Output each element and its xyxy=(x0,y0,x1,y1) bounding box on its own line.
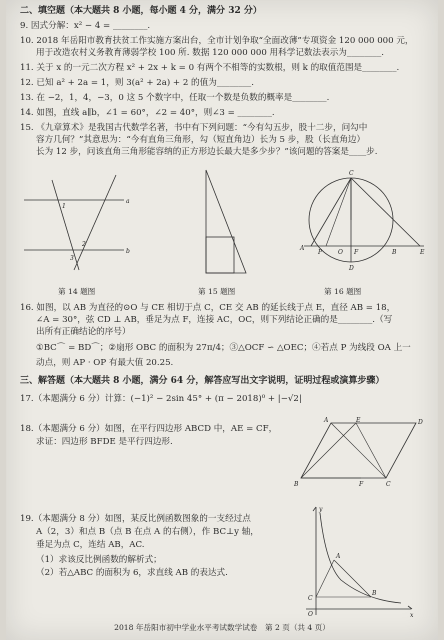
figure-16-caption: 第 16 题图 xyxy=(324,287,362,296)
fig19-label-y: y xyxy=(319,506,323,513)
question-15-line-1: 15. 《九章算术》是我国古代数学名著，书中有下列问题：“今有勾五步，股十二步，问勾中 xyxy=(20,123,368,133)
exam-page xyxy=(6,0,438,640)
question-12: 12. 已知 a² + 2a = 1，则 3(a² + 2a) + 2 的值为________. xyxy=(20,78,254,88)
fig16-label-A: A xyxy=(300,245,305,252)
figure-15 xyxy=(196,165,256,275)
question-13: 13. 在 −2，1，4，−3，0 这 5 个数字中，任取一个数是负数的概率是________. xyxy=(20,93,330,103)
page-footer: 2018 年岳阳市初中学业水平考试数学试卷 第 2 页（共 4 页） xyxy=(114,623,330,632)
question-15-line-2: 容方几何？”其意思为：“今有直角三角形，勾（短直角边）长为 5 步，股（长直角边） xyxy=(36,135,366,145)
fig16-label-B: B xyxy=(392,249,397,256)
question-16-line-1: 16. 如图，以 AB 为直径的⊙O 与 CE 相切于点 C，CE 交 AB 的延长线于点 E，直径 AB = 18， xyxy=(20,303,396,313)
fig14-label-2: 2 xyxy=(82,241,86,248)
figure-14 xyxy=(24,170,134,280)
section-2-header: 二、填空题（本大题共 8 小题，每小题 4 分，满分 32 分） xyxy=(20,6,262,16)
fig18-label-B: B xyxy=(294,481,299,488)
question-19-part-2: （2）若△ABC 的面积为 6，求直线 AB 的表达式. xyxy=(36,568,228,578)
question-19-line-3: 垂足为点 C，连结 AB，AC. xyxy=(36,540,145,550)
fig16-label-D: D xyxy=(349,265,354,272)
fig18-label-D: D xyxy=(418,419,423,426)
fig16-label-O: O xyxy=(338,249,343,256)
fig16-label-C: C xyxy=(349,170,354,177)
fig18-label-F: F xyxy=(359,481,364,488)
fig16-label-E: E xyxy=(420,249,425,256)
question-9: 9. 因式分解：x² − 4 = ________. xyxy=(20,21,151,31)
question-17: 17.（本题满分 6 分）计算：(−1)² − 2sin 45° + (π − 2018)⁰ + |−√2| xyxy=(20,394,302,404)
fig19-label-C: C xyxy=(308,595,313,602)
fig19-label-B: B xyxy=(372,590,377,597)
question-18-line-2: 求证：四边形 BFDE 是平行四边形. xyxy=(36,437,173,447)
section-3-header: 三、解答题（本大题共 8 小题，满分 64 分，解答应写出文字说明，证明过程或演算步骤） xyxy=(20,376,385,386)
fig16-label-P: P xyxy=(318,249,323,256)
fig14-label-1: 1 xyxy=(62,203,66,210)
question-14: 14. 如图，直线 a∥b，∠1 = 60°，∠2 = 40°，则∠3 = ________. xyxy=(20,108,275,118)
question-16-line-4: ①BC⌒ = BD⌒；②扇形 OBC 的面积为 27π/4；③△OCF ∽ △OEC；④若点 P 为线段 OA 上一 xyxy=(36,343,411,353)
fig18-label-C: C xyxy=(386,481,391,488)
fig14-label-a: a xyxy=(126,198,130,205)
question-15-line-3: 长为 12 步，问该直角三角形能容纳的正方形边长最大是多少步？”该问题的答案是____步. xyxy=(36,147,378,157)
fig18-label-A: A xyxy=(324,417,329,424)
figure-14-caption: 第 14 题图 xyxy=(58,287,96,296)
question-19-part-1: （1）求该反比例函数的解析式； xyxy=(36,555,162,565)
question-18-line-1: 18.（本题满分 6 分）如图，在平行四边形 ABCD 中，AE = CF， xyxy=(20,424,278,434)
fig16-label-F: F xyxy=(354,249,359,256)
fig19-label-x: x xyxy=(410,612,414,619)
question-16-line-2: ∠A = 30°，弦 CD ⊥ AB，垂足为点 F，连接 AC，OC，则下列结论正确的是________.（写 xyxy=(36,315,393,325)
question-10-line-1: 10. 2018 年岳阳市教育扶贫工作实施方案出台，全市计划争取“全面改薄”专项资金 120 000 000 元， xyxy=(20,36,414,46)
fig19-label-A: A xyxy=(336,553,341,560)
figure-16 xyxy=(296,168,426,278)
fig14-label-b: b xyxy=(126,248,130,255)
question-16-line-3: 出所有正确结论的序号） xyxy=(36,327,131,337)
figure-19 xyxy=(296,505,416,619)
fig18-label-E: E xyxy=(356,417,361,424)
question-19-line-1: 19.（本题满分 8 分）如图，某反比例函数图象的一支经过点 xyxy=(20,514,251,524)
figure-15-caption: 第 15 题图 xyxy=(198,287,236,296)
fig19-label-O: O xyxy=(308,611,313,618)
figure-18 xyxy=(296,418,426,488)
question-16-line-5: 动点，则 AP · OP 有最大值 20.25. xyxy=(36,358,174,368)
question-10-line-2: 用于改造农村义务教育薄弱学校 100 所. 数据 120 000 000 用科学记数法表示为________. xyxy=(36,48,385,58)
fig14-label-3: 3 xyxy=(70,255,74,262)
question-11: 11. 关于 x 的一元二次方程 x² + 2x + k = 0 有两个不相等的实数根，则 k 的取值范围是________. xyxy=(20,63,400,73)
question-19-line-2: A（2，3）和点 B（点 B 在点 A 的右侧），作 BC⊥y 轴， xyxy=(36,527,259,537)
